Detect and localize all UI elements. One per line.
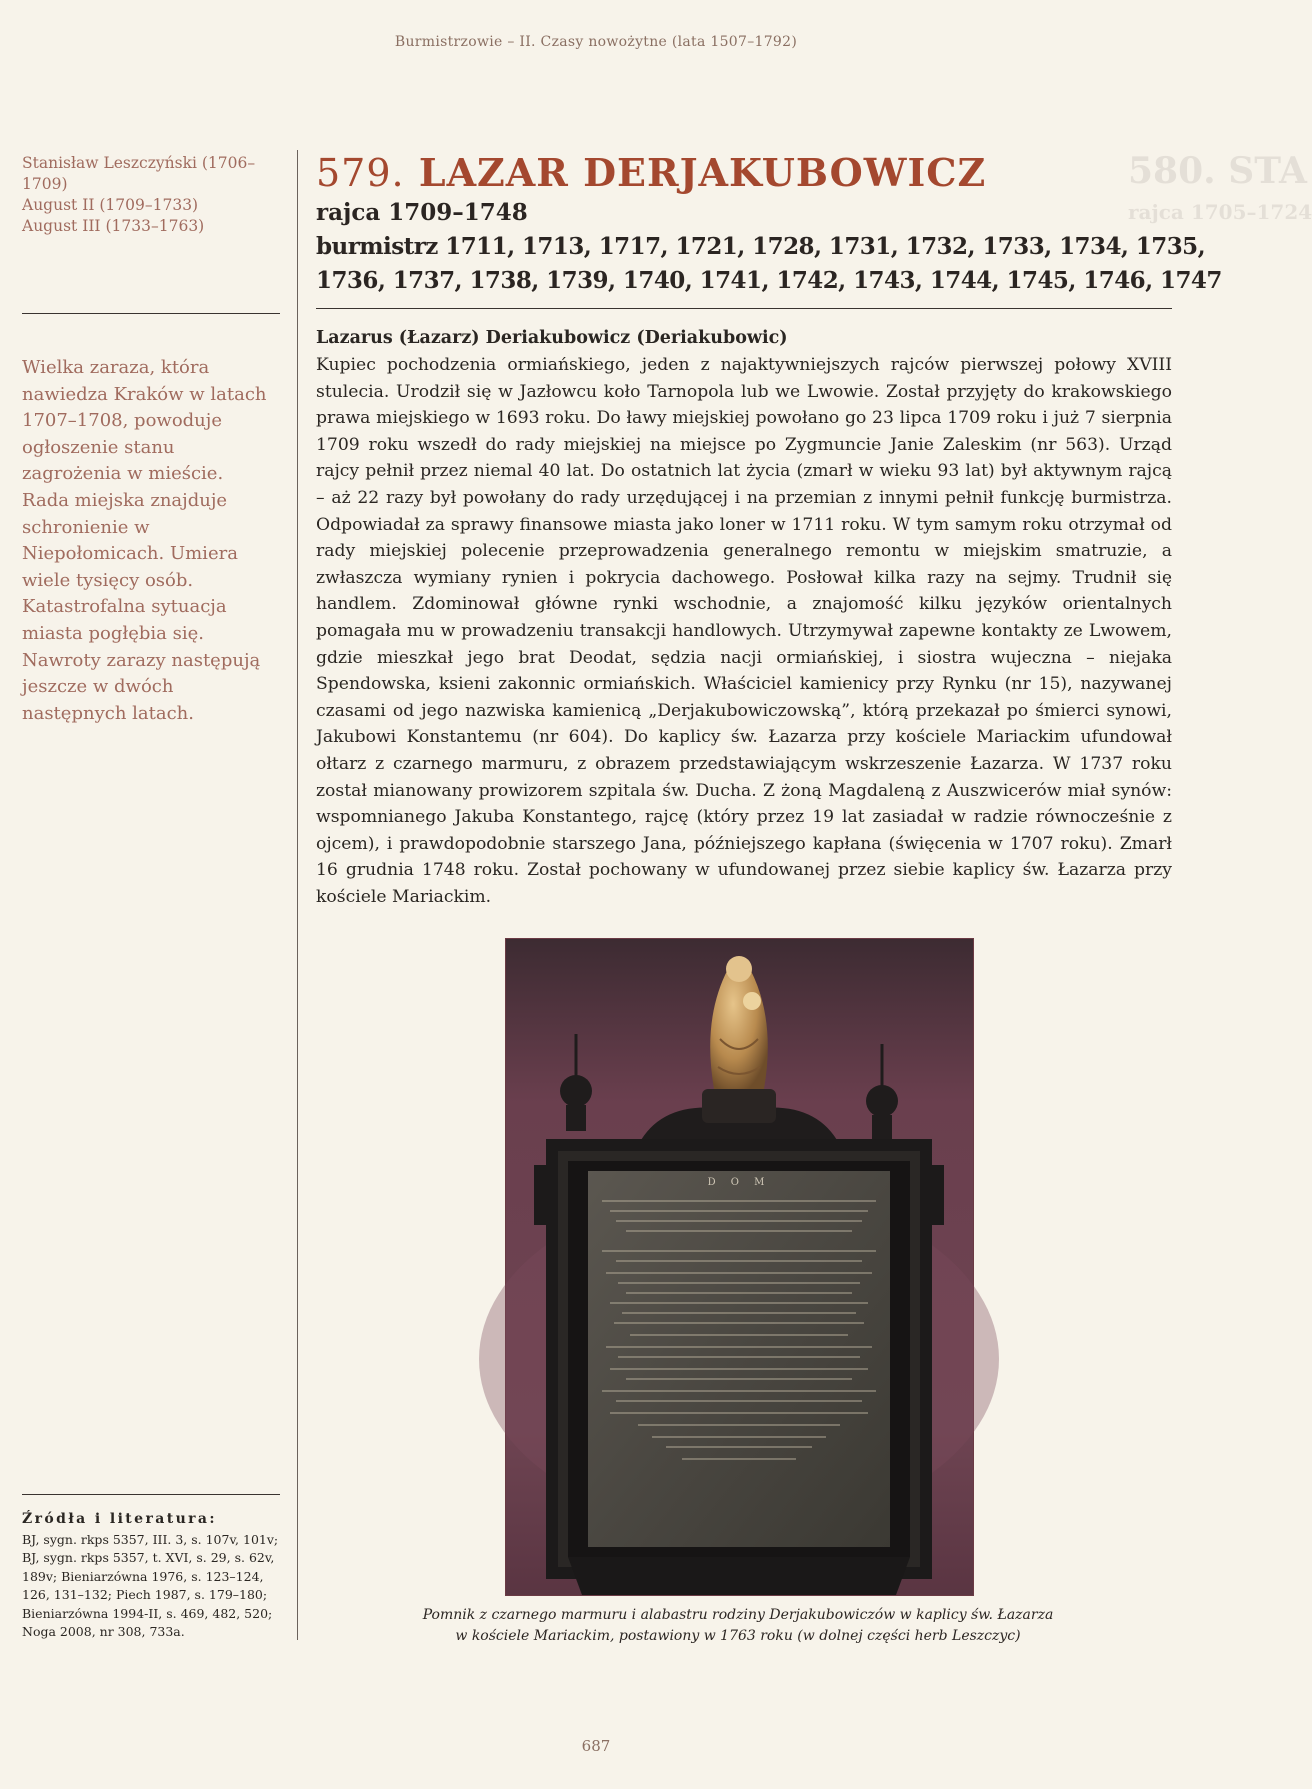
column-divider bbox=[297, 150, 298, 1640]
alternate-name: Lazarus (Łazarz) Deriakubowicz (Deriakubowic) bbox=[316, 328, 788, 348]
title-divider bbox=[316, 308, 1172, 309]
caption-line: Pomnik z czarnego marmuru i alabastru rodziny Derjakubowiczów w kaplicy św. Łazarza bbox=[422, 1607, 1054, 1623]
figure-caption bbox=[400, 1605, 1076, 1647]
biography-text: Kupiec pochodzenia ormiańskiego, jeden z najaktywniejszych rajców pierwszej połowy XVIII stulecia. Urodził się w Jazłowcu koło Tarnopola lub we Lwowie. Został przyjęty do krakowskiego prawa miejskiego w 1693 roku. Do ławy miejskiej powołano go 23 lipca 1709 roku i już 7 sierpnia 1709 roku wszedł do rady miejskiej na miejsce po Zygmuncie Janie Zaleskim (nr 563). Urząd rajcy pełnił przez niemal 40 lat. Do ostatnich lat życia (zmarł w wieku 93 lat) był aktywnym rajcą – aż 22 razy był powołany do rady urzędującej i na przemian z innymi pełnił funkcję burmistrza. Odpowiadał za sprawy finansowe miasta jako loner w 1711 roku. W tym samym roku otrzymał od rady miejskiej polecenie przeprowadzenia generalnego remontu w miejskim smatruzie, a zwłaszcza wymiany rynien i pokrycia dachowego. Posłował kilka razy na sejmy. Trudnił się handlem. Zdominował główne rynki wschodnie, a znajomość kilku języków orientalnych pomagała mu w prowadzeniu transakcji handlowych. Utrzymywał zapewne kontakty ze Lwowem, gdzie mieszkał jego brat Deodat, sędzia nacji ormiańskiej, i siostra wujeczna – niejaka Spendowska, ksieni zakonnic ormiańskich. Właściciel kamienicy przy Rynku (nr 15), nazywanej czasami od jego nazwiska kamienicą „Derjakubowiczowską”, którą przekazał po śmierci synowi, Jakubowi Konstantemu (nr 604). Do kaplicy św. Łazarza przy kościele Mariackim ufundował ołtarz z czarnego marmuru, z obrazem przedstawiającym wskrzeszenie Łazarza. W 1737 roku został mianowany prowizorem szpitala św. Ducha. Z żoną Magdaleną z Auszwicerów miał synów: wspomnianego Jakuba Konstantego, rajcę (który przez 19 lat zasiadał w radzie równocześnie z ojcem), i prawdopodobnie starszego Jana, późniejszego kapłana (święcenia w 1707 roku). Zmarł 16 grudnia 1748 roku. Został pochowany w ufundowanej przez siebie kaplicy św. Łazarza przy kościele Mariackim. bbox=[316, 355, 1172, 907]
margin-divider bbox=[22, 313, 280, 314]
office-burmistrz-line-1: burmistrz 1711, 1713, 1717, 1721, 1728, 1731, 1732, 1733, 1734, 1735, bbox=[316, 233, 1206, 260]
sources-block bbox=[22, 1510, 280, 1642]
caption-line: w kościele Mariackim, postawiony w 1763 roku (w dolnej części herb Leszczyc) bbox=[455, 1628, 1021, 1644]
reign-sidebar bbox=[22, 153, 280, 237]
sources-title: Źródła i literatura: bbox=[22, 1511, 217, 1527]
plaque-header: D O M bbox=[707, 1177, 771, 1188]
entry-number: 579. bbox=[316, 151, 405, 195]
historical-event-note: Wielka zaraza, która nawiedza Kraków w latach 1707–1708, powoduje ogłoszenie stanu zagrożenia w mieście. Rada miejska znajduje schronienie w Niepołomicach. Umiera wiele tysięcy osób. Katastrofalna sytuacja miasta pogłębia się. Nawroty zarazy następują jeszcze w dwóch następnych latach. bbox=[22, 357, 267, 724]
reign-item: August II (1709–1733) bbox=[22, 196, 199, 214]
entry-title bbox=[316, 150, 1172, 196]
entry-name: LAZAR DERJAKUBOWICZ bbox=[418, 150, 987, 195]
page-number: 687 bbox=[581, 1737, 611, 1755]
sources-text: BJ, sygn. rkps 5357, III. 3, s. 107v, 101v; BJ, sygn. rkps 5357, t. XVI, s. 29, s. 62v, 189v; Bieniarzówna 1976, s. 123–124, 126, 131–132; Piech 1987, s. 179–180; Bieniarzówna 1994-II, s. 469, 482, 520; Noga 2008, nr 308, 733a. bbox=[22, 1531, 279, 1639]
monument-photo bbox=[505, 938, 974, 1596]
bleed-through-text: 580. STA rajca 1705–1724 bbox=[1128, 150, 1312, 224]
sources-divider bbox=[22, 1494, 280, 1495]
reign-item: Stanisław Leszczyński (1706–1709) bbox=[22, 154, 256, 193]
office-rajca: rajca 1709–1748 bbox=[316, 199, 528, 226]
running-header: Burmistrzowie – II. Czasy nowożytne (lata 1507–1792) bbox=[394, 34, 798, 50]
reign-item: August III (1733–1763) bbox=[22, 217, 205, 235]
office-burmistrz-line-2: 1736, 1737, 1738, 1739, 1740, 1741, 1742, 1743, 1744, 1745, 1746, 1747 bbox=[316, 267, 1222, 294]
reign-list bbox=[22, 153, 280, 237]
